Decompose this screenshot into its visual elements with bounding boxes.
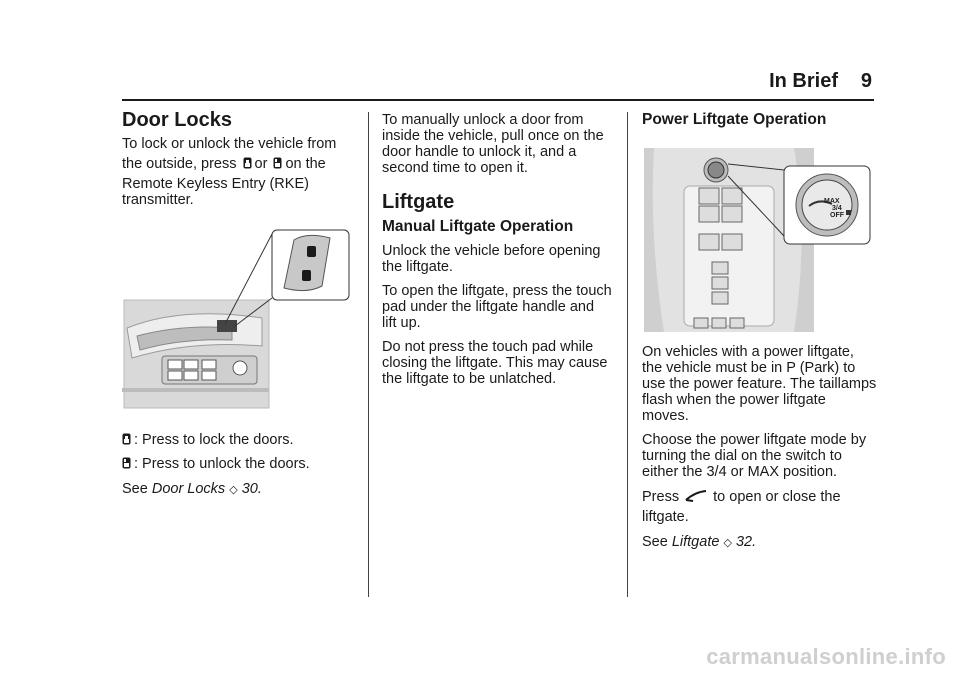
text-line: Choose the power liftgate mode by (642, 432, 867, 448)
lock-legend (122, 432, 357, 498)
text-line: turning the dial on the switch to (642, 448, 842, 464)
text-line: door handle to unlock it, and a (382, 144, 577, 160)
text-line: On vehicles with a power liftgate, (642, 344, 854, 360)
door-locks-intro (122, 136, 357, 208)
text-line: lift up. (382, 315, 421, 331)
text-line: transmitter. (122, 192, 194, 208)
lock-icon (122, 433, 131, 445)
press-paragraph (642, 489, 878, 525)
dial-max-label: MAX (824, 198, 840, 205)
watermark: carmanualsonline.info (706, 644, 946, 669)
lock-description: : Press to lock the doors. (134, 432, 294, 448)
power-liftgate-text (642, 344, 878, 551)
see-reference (642, 534, 878, 551)
unlock-legend-row (122, 456, 357, 472)
text-line: the liftgate. (382, 259, 453, 275)
column-divider-2 (627, 112, 628, 597)
text-fragment: on the (285, 156, 326, 172)
power-liftgate-switch-illustration (644, 146, 874, 334)
text-line: flash when the power liftgate (642, 392, 826, 408)
page-ref-icon: ◇ (723, 537, 732, 549)
text-line: Do not press the touch pad while (382, 339, 594, 355)
text-line: either the 3/4 or MAX position. (642, 464, 838, 480)
door-locks-heading: Door Locks (122, 109, 233, 131)
unlock-icon (122, 457, 131, 469)
page-reference[interactable]: 32. (735, 534, 757, 550)
text-line: Unlock the vehicle before opening (382, 243, 601, 259)
see-label: See (642, 534, 668, 550)
manual-liftgate-heading: Manual Liftgate Operation (382, 218, 574, 235)
power-liftgate-heading: Power Liftgate Operation (642, 111, 827, 128)
column-1 (122, 109, 357, 208)
dial-off-label: OFF (830, 212, 844, 219)
column-2 (382, 112, 618, 387)
text-fragment: the outside, press (122, 156, 237, 172)
column-3 (642, 112, 878, 128)
liftgate-heading: Liftgate (382, 191, 455, 213)
touch-pad-warning-paragraph (382, 339, 618, 387)
text-line: To open the liftgate, press the touch (382, 283, 612, 299)
page-header (0, 70, 960, 100)
text-fragment: Press (642, 489, 680, 505)
power-liftgate-paragraph (642, 344, 878, 424)
door-lock-switch-illustration (122, 228, 352, 410)
see-reference (122, 481, 357, 498)
page-number: 9 (860, 70, 872, 92)
text-fragment: or (254, 156, 268, 172)
text-line: To lock or unlock the vehicle from (122, 136, 337, 152)
lock-legend-row (122, 432, 357, 448)
unlock-icon (273, 157, 282, 169)
mode-paragraph (642, 432, 878, 480)
text-line: pad under the liftgate handle and (382, 299, 595, 315)
see-label: See (122, 481, 148, 497)
text-line (642, 489, 878, 505)
column-divider-1 (368, 112, 369, 597)
text-line: the liftgate to be unlatched. (382, 371, 557, 387)
lock-icon (243, 157, 252, 169)
text-line: second time to open it. (382, 160, 528, 176)
text-line: inside the vehicle, pull once on the (382, 128, 604, 144)
manual-unlock-paragraph (382, 112, 618, 176)
unlock-description: : Press to unlock the doors. (134, 456, 310, 472)
page-ref-icon: ◇ (229, 484, 238, 496)
text-line: moves. (642, 408, 689, 424)
text-line: Remote Keyless Entry (RKE) (122, 176, 309, 192)
liftgate-link[interactable]: Liftgate (671, 534, 720, 550)
text-line: use the power feature. The taillamps (642, 376, 877, 392)
text-line: liftgate. (642, 509, 689, 525)
header-rule (122, 99, 874, 101)
page-reference[interactable]: 30. (241, 481, 262, 497)
text-line (122, 156, 357, 172)
unlock-before-paragraph (382, 243, 618, 275)
door-locks-link[interactable]: Door Locks (151, 481, 226, 497)
dial-labels (824, 198, 844, 219)
text-line: closing the liftgate. This may cause (382, 355, 608, 371)
dial-three-quarter-label: 3/4 (832, 205, 842, 212)
section-title: In Brief (769, 70, 838, 92)
text-fragment: to open or close the (713, 489, 841, 505)
open-liftgate-paragraph (382, 283, 618, 331)
text-line: To manually unlock a door from (382, 112, 584, 128)
text-line: the vehicle must be in P (Park) to (642, 360, 856, 376)
liftgate-icon (685, 490, 707, 502)
